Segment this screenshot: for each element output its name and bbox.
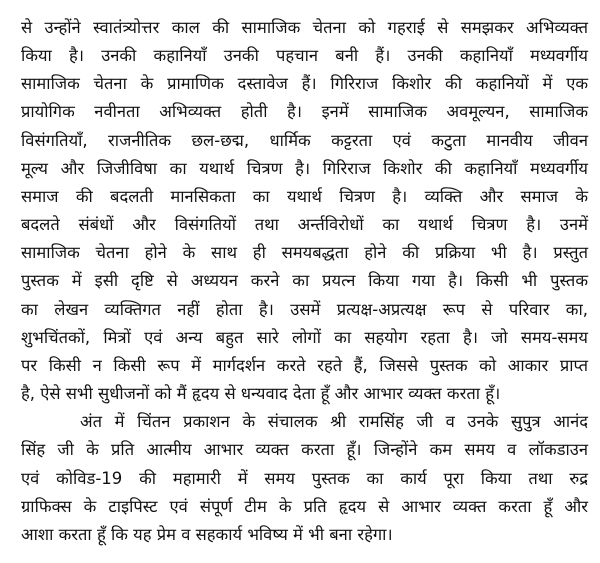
text-line: शुभचिंतकों, मित्रों एवं अन्य बहुत सारे लोगों का सहयोग रहता है। जो समय-समय bbox=[21, 327, 588, 347]
text-line: ग्राफिक्स के टाइपिस्ट एवं संपूर्ण टीम के प्रति हृदय से आभार व्यक्त करता हूँ और bbox=[21, 496, 588, 516]
text-line: पुस्तक में इसी दृष्टि से अध्ययन करने का प्रयत्न किया गया है। किसी भी पुस्तक bbox=[21, 271, 588, 291]
text-line: विसंगतियाँ, राजनीतिक छल-छद्म, धार्मिक कट्टरता एवं कटुता मानवीय जीवन bbox=[21, 130, 588, 150]
text-line: पर किसी न किसी रूप में मार्गदर्शन करते रहते हैं, जिससे पुस्तक को आकार प्राप्त bbox=[21, 355, 588, 375]
text-line: का लेखन व्यक्तिगत नहीं होता है। उसमें प्रत्यक्ष-अप्रत्यक्ष रूप से परिवार का, bbox=[21, 299, 588, 319]
text-line: आशा करता हूँ कि यह प्रेम व सहकार्य भविष्य में भी बना रहेगा। bbox=[21, 524, 393, 544]
text-line: समाज की बदलती मानसिकता का यथार्थ चित्रण है। व्यक्ति और समाज के bbox=[21, 186, 588, 206]
text-line: सामाजिक चेतना होने के साथ ही समयबद्धता होने की प्रक्रिया भी है। प्रस्तुत bbox=[21, 243, 588, 263]
text-line: अंत में चिंतन प्रकाशन के संचालक श्री रामसिंह जी व उनके सुपुत्र आनंद bbox=[80, 412, 588, 432]
text-line: किया है। उनकी कहानियाँ उनकी पहचान बनी हैं। उनकी कहानियाँ मध्यवर्गीय bbox=[21, 46, 588, 66]
text-line: मूल्य और जिजीविषा का यथार्थ चित्रण है। गिरिराज किशोर की कहानियाँ मध्यवर्गीय bbox=[21, 158, 588, 178]
text-line: से उन्होंने स्वातंत्र्योत्तर काल की सामाजिक चेतना को गहराई से समझकर अभिव्यक्त bbox=[21, 18, 588, 37]
text-line: एवं कोविड-19 की महामारी में समय पुस्तक का कार्य पूरा किया तथा रुद्र bbox=[21, 468, 588, 488]
text-line: प्रायोगिक नवीनता अभिव्यक्त होती है। इनमें सामाजिक अवमूल्यन, सामाजिक bbox=[21, 102, 588, 122]
text-line: है, ऐसे सभी सुधीजनों को मैं हृदय से धन्यवाद देता हूँ और आभार व्यक्त करता हूँ। bbox=[21, 384, 501, 404]
text-line: बदलते संबंधों और विसंगतियों तथा अर्न्तविरोधों का यथार्थ चित्रण है। उनमें bbox=[21, 215, 588, 235]
text-line: सामाजिक चेतना के प्रामाणिक दस्तावेज हैं। गिरिराज किशोर की कहानियों में एक bbox=[21, 74, 588, 94]
text-line: सिंह जी के प्रति आत्मीय आभार व्यक्त करता हूँ। जिन्होंने कम समय व लॉकडाउन bbox=[21, 440, 588, 460]
